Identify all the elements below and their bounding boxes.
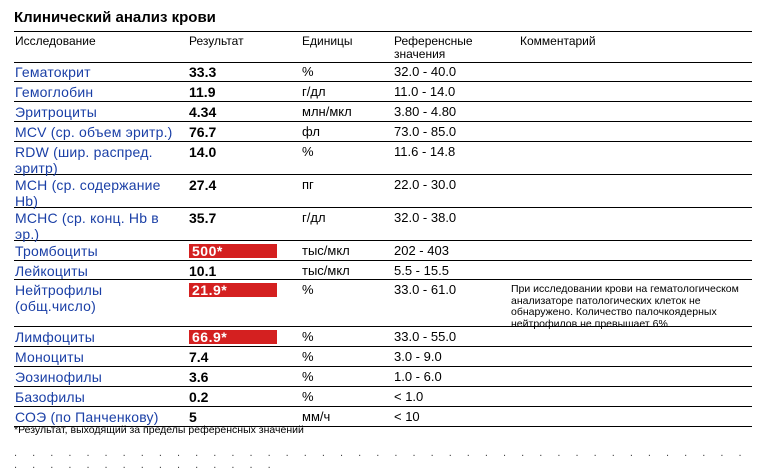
test-name: СОЭ (по Панченкову): [15, 409, 159, 425]
result-value: 27.4: [189, 177, 217, 193]
result-value: 4.34: [189, 104, 217, 120]
table-row: [14, 241, 752, 261]
test-name: Моноциты: [15, 349, 85, 365]
table-row: [14, 387, 752, 407]
reference-range: 1.0 - 6.0: [394, 369, 442, 384]
result-value: 14.0: [189, 144, 217, 160]
unit: г/дл: [302, 84, 326, 99]
table-row: [14, 62, 752, 82]
unit: фл: [302, 124, 320, 139]
table-row: [14, 82, 752, 102]
table-row: [14, 347, 752, 367]
column-result: Результат: [189, 34, 244, 48]
unit: %: [302, 329, 314, 344]
reference-range: 73.0 - 85.0: [394, 124, 457, 139]
result-value-flagged: 66.9*: [189, 330, 277, 344]
unit: %: [302, 389, 314, 404]
reference-range: 33.0 - 55.0: [394, 329, 457, 344]
reference-range: 3.80 - 4.80: [394, 104, 457, 119]
result-value: 76.7: [189, 124, 217, 140]
result-value: 11.9: [189, 84, 216, 100]
reference-range: 32.0 - 40.0: [394, 64, 457, 79]
unit: %: [302, 64, 314, 79]
table-row: [14, 261, 752, 280]
test-name: MCH (ср. содержание Hb): [15, 177, 161, 209]
reference-range: 11.0 - 14.0: [394, 84, 456, 99]
unit: тыс/мкл: [302, 243, 350, 258]
test-name: Гемоглобин: [15, 84, 94, 100]
reference-range: 202 - 403: [394, 243, 449, 258]
table-row: [14, 327, 752, 347]
table-row: [14, 102, 752, 122]
test-name: Эозинофилы: [15, 369, 103, 385]
result-value: 35.7: [189, 210, 217, 226]
reference-range: 5.5 - 15.5: [394, 263, 449, 278]
unit: млн/мкл: [302, 104, 352, 119]
result-value: 0.2: [189, 389, 209, 405]
table-row: [14, 142, 752, 175]
reference-range: 3.0 - 9.0: [394, 349, 442, 364]
unit: %: [302, 144, 314, 159]
reference-range: < 1.0: [394, 389, 424, 404]
table-row: [14, 122, 752, 142]
unit: тыс/мкл: [302, 263, 350, 278]
test-name: Гематокрит: [15, 64, 91, 80]
table-row: [14, 280, 752, 330]
comment: При исследовании крови на гематологическом анализаторе патологических клеток не обнаружено. Количество палочкоядерных нейтрофилов не превышает 6%: [511, 283, 739, 330]
column-comment: Комментарий: [520, 34, 596, 48]
test-name: MCHC (ср. конц. Hb в эр.): [15, 210, 159, 242]
table-row: [14, 208, 752, 241]
table-header: [14, 31, 752, 63]
unit: %: [302, 349, 314, 364]
test-name: Базофилы: [15, 389, 86, 405]
unit: г/дл: [302, 210, 326, 225]
cut-off-text: . . . . . . . . . . . . . . . . . . . . . . . . . . . . . . . . . . . . . . . . . . . . . . . . . . . . . . . .: [14, 447, 748, 471]
test-name: Нейтрофилы (общ.число): [15, 282, 103, 314]
reference-range: 11.6 - 14.8: [394, 144, 456, 159]
page-title: Клинический анализ крови: [14, 9, 216, 26]
footnote: *Результат, выходящий за пределы референсных значений: [14, 424, 304, 436]
test-name: Тромбоциты: [15, 243, 98, 259]
test-name: Лейкоциты: [15, 263, 88, 279]
reference-range: 33.0 - 61.0: [394, 282, 457, 297]
column-units: Единицы: [302, 34, 353, 48]
result-value: 3.6: [189, 369, 209, 385]
result-value: 33.3: [189, 64, 217, 80]
reference-range: < 10: [394, 409, 420, 424]
result-value: 5: [189, 409, 197, 425]
column-reference: Референсные значения: [394, 34, 473, 61]
test-name: MCV (ср. объем эритр.): [15, 124, 173, 140]
table-row: [14, 175, 752, 208]
result-value: 7.4: [189, 349, 209, 365]
test-name: Лимфоциты: [15, 329, 96, 345]
unit: пг: [302, 177, 314, 192]
result-value-flagged: 500*: [189, 244, 277, 258]
test-name: RDW (шир. распред. эритр): [15, 144, 153, 176]
test-name: Эритроциты: [15, 104, 97, 120]
unit: %: [302, 282, 314, 297]
unit: %: [302, 369, 314, 384]
column-test: Исследование: [15, 34, 96, 48]
result-value-flagged: 21.9*: [189, 283, 277, 297]
unit: мм/ч: [302, 409, 331, 424]
reference-range: 32.0 - 38.0: [394, 210, 457, 225]
result-value: 10.1: [189, 263, 217, 279]
results-table: [14, 62, 752, 427]
table-row: [14, 367, 752, 387]
reference-range: 22.0 - 30.0: [394, 177, 457, 192]
